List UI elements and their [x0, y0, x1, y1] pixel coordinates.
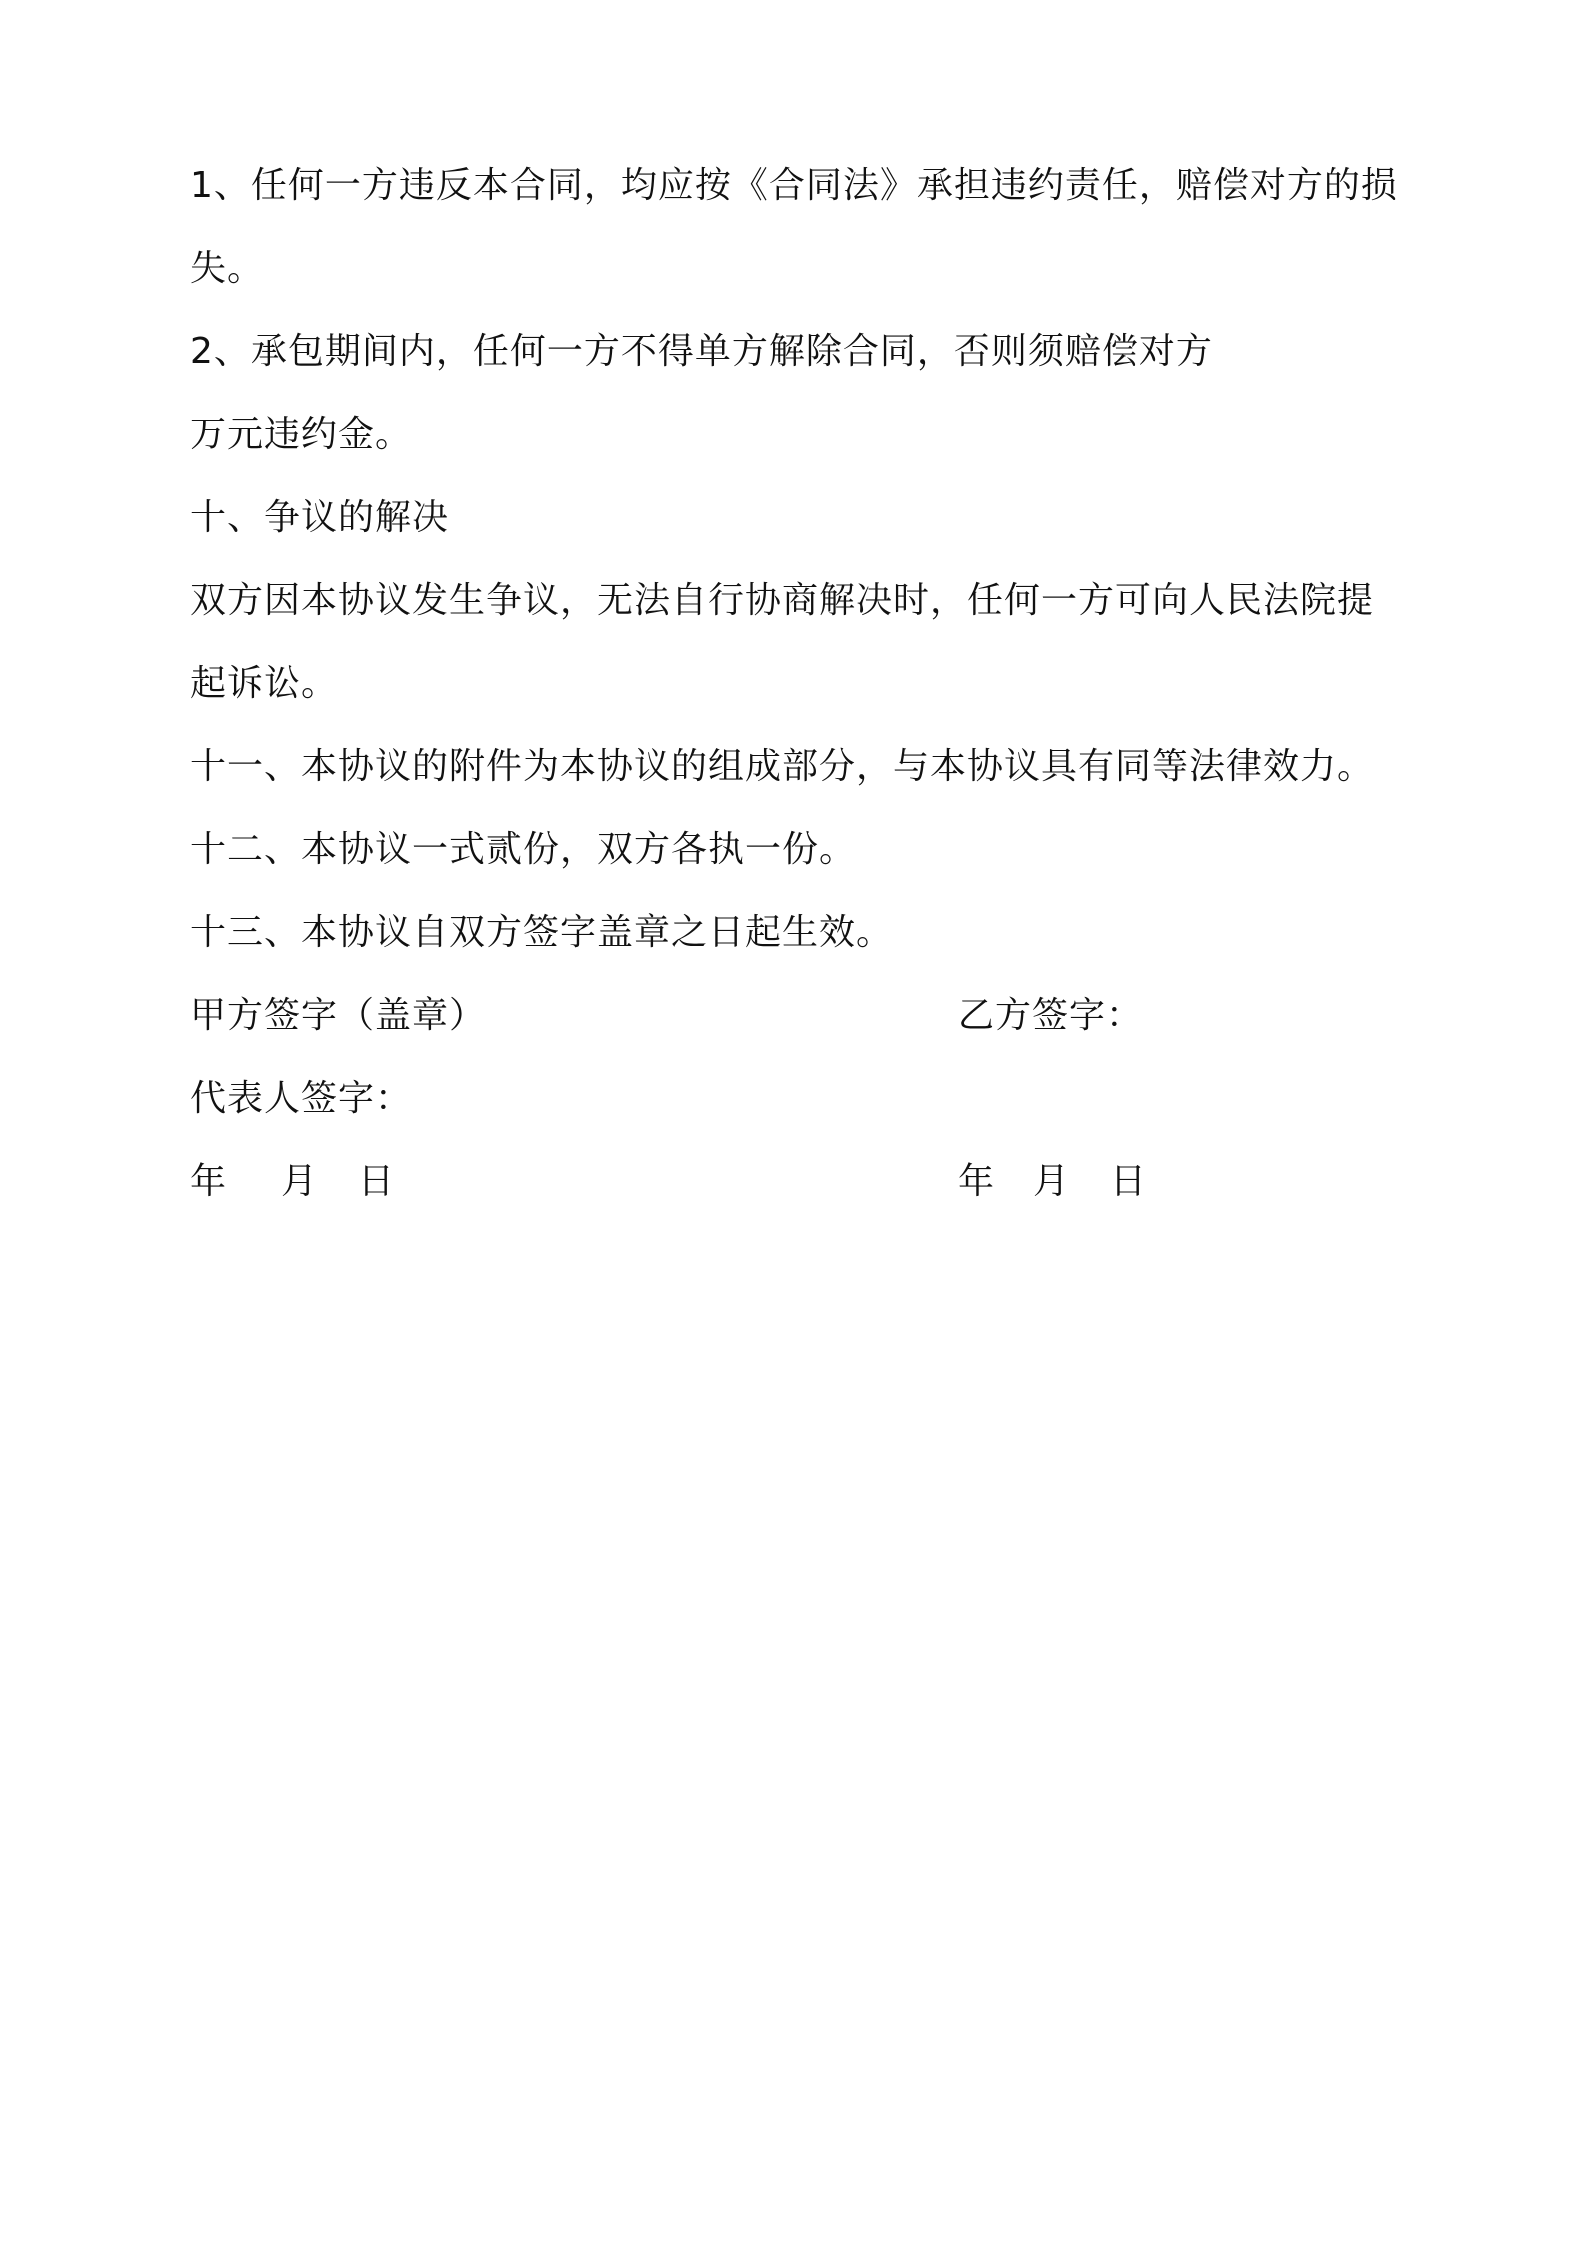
party-a-date-month: 月	[281, 1161, 319, 1202]
clause-2-line-2: 万元违约金。	[190, 414, 413, 455]
party-b-date-month: 月	[1033, 1161, 1071, 1202]
party-b-date	[958, 1158, 1147, 1206]
section-11: 十一、本协议的附件为本协议的组成部分，与本协议具有同等法律效力。	[190, 746, 1375, 787]
party-a-date	[190, 1158, 395, 1206]
party-b-signature-label: 乙方签字：	[958, 995, 1144, 1036]
section-13: 十三、本协议自双方签字盖章之日起生效。	[190, 912, 894, 953]
party-b-date-year: 年	[958, 1161, 996, 1202]
party-a-date-day: 日	[358, 1161, 396, 1202]
party-b-date-day: 日	[1110, 1161, 1148, 1202]
clause-2-line-1: 2、承包期间内，任何一方不得单方解除合同，否则须赔偿对方	[190, 331, 1213, 372]
clause-1-line-1: 1、任何一方违反本合同，均应按《合同法》承担违约责任，赔偿对方的损	[190, 165, 1398, 206]
section-10-line-2: 起诉讼。	[190, 663, 339, 704]
clause-1-line-2: 失。	[190, 248, 265, 289]
representative-signature-label: 代表人签字：	[190, 1078, 413, 1119]
party-a-signature-label: 甲方签字（盖章）	[190, 995, 487, 1036]
party-a-date-year: 年	[190, 1161, 228, 1202]
section-10-line-1: 双方因本协议发生争议，无法自行协商解决时，任何一方可向人民法院提	[190, 580, 1375, 621]
section-12: 十二、本协议一式贰份，双方各执一份。	[190, 829, 857, 870]
section-10-heading: 十、争议的解决	[190, 497, 450, 538]
